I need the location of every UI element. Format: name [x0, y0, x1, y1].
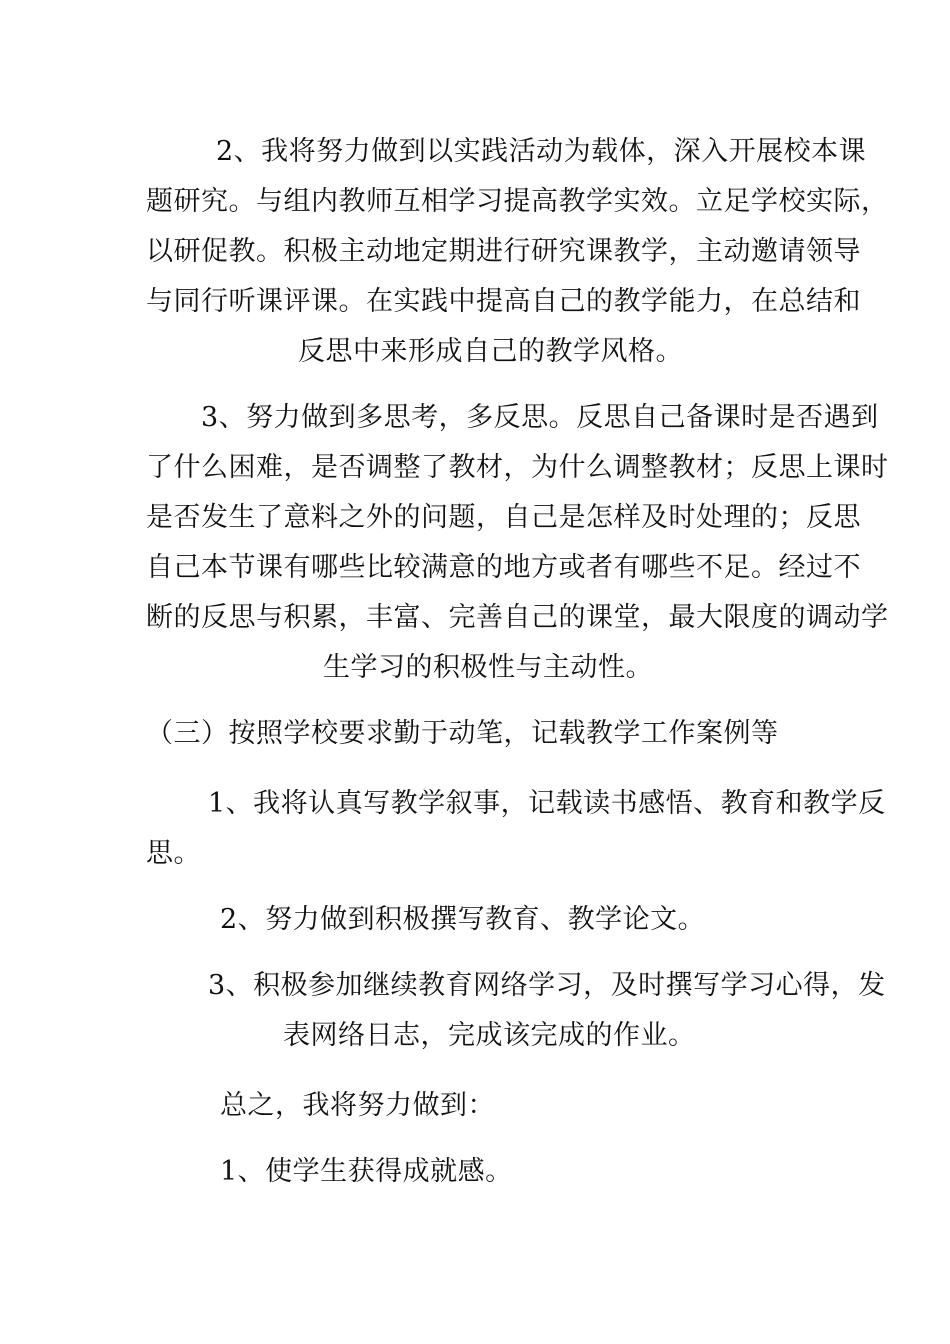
paragraph-line: 3、积极参加继续教育网络学习，及时撰写学习心得，发 — [208, 970, 886, 1001]
paragraph-line: 表网络日志，完成该完成的作业。 — [283, 1020, 696, 1051]
summary-intro: 总之，我将努力做到： — [220, 1090, 495, 1121]
summary-item: 1、使学生获得成就感。 — [220, 1156, 513, 1187]
paragraph-line: 思。 — [146, 838, 201, 869]
paragraph-line: 2、努力做到积极撰写教育、教学论文。 — [220, 904, 706, 935]
paragraph-line: 反思中来形成自己的教学风格。 — [298, 336, 683, 367]
paragraph-line: 题研究。与组内教师互相学习提高教学实效。立足学校实际， — [146, 186, 889, 217]
paragraph-line: 是否发生了意料之外的问题，自己是怎样及时处理的；反思 — [146, 502, 861, 533]
paragraph-line: 1、我将认真写教学叙事，记载读书感悟、教育和教学反 — [208, 788, 886, 819]
paragraph-line: 自己本节课有哪些比较满意的地方或者有哪些不足。经过不 — [146, 552, 861, 583]
paragraph-line: 生学习的积极性与主动性。 — [323, 652, 653, 683]
paragraph-line: 2、我将努力做到以实践活动为载体，深入开展校本课 — [216, 136, 867, 167]
paragraph-line: 与同行听课评课。在实践中提高自己的教学能力，在总结和 — [146, 286, 861, 317]
paragraph-line: 以研促教。积极主动地定期进行研究课教学，主动邀请领导 — [146, 236, 861, 267]
paragraph-line: 3、努力做到多思考，多反思。反思自己备课时是否遇到 — [201, 402, 879, 433]
section-heading: （三）按照学校要求勤于动笔，记载教学工作案例等 — [146, 718, 779, 749]
paragraph-line: 了什么困难，是否调整了教材，为什么调整教材；反思上课时 — [146, 452, 889, 483]
paragraph-line: 断的反思与积累，丰富、完善自己的课堂，最大限度的调动学 — [146, 602, 889, 633]
